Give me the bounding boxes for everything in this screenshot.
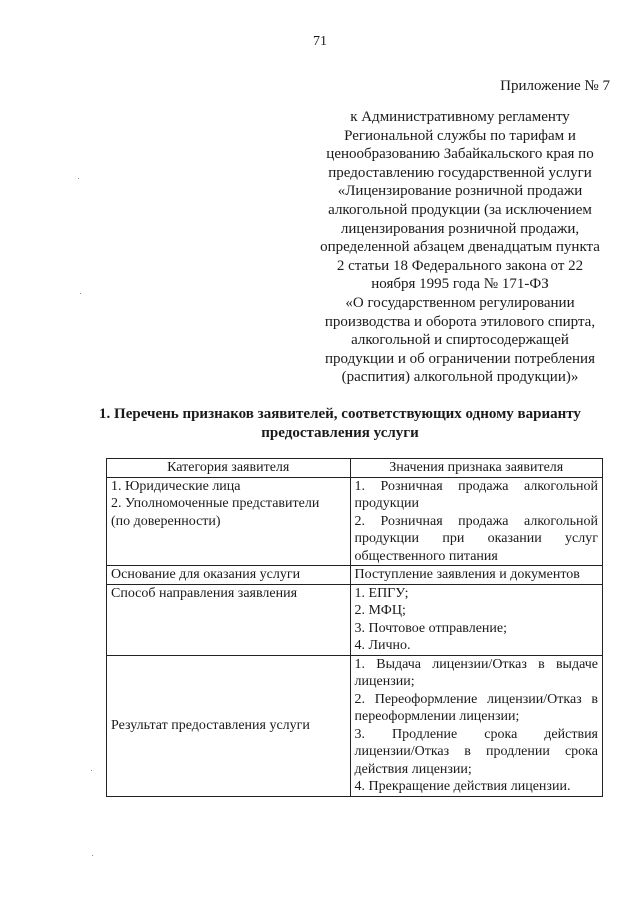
cell-line: 1. Юридические лица	[111, 478, 241, 494]
scan-speck	[92, 855, 93, 856]
appendix-line: к Административному регламенту	[350, 109, 570, 125]
submission-method-values-cell	[350, 584, 602, 655]
cell-line: 2. Переоформление лицензии/Отказ в	[354, 691, 598, 707]
appendix-reference	[300, 108, 620, 387]
appendix-line: алкогольной и спиртосодержащей	[351, 332, 569, 349]
section-heading-line: предоставления услуги	[261, 425, 419, 441]
cell-line: 2. МФЦ;	[354, 603, 406, 618]
scan-speck	[91, 770, 92, 771]
applicant-values-cell	[350, 477, 602, 566]
table-row	[107, 477, 603, 566]
cell-line: 2. Розничная продажа алкогольной	[354, 513, 598, 529]
basis-label-cell: Основание для оказания услуги	[107, 566, 351, 585]
appendix-line: 2 статьи 18 Федерального закона от 22	[336, 257, 584, 274]
cell-line: 1. Выдача лицензии/Отказ в выдаче	[354, 656, 598, 672]
appendix-line: Региональной службы по тарифам и	[344, 127, 576, 144]
appendix-line: алкогольной продукции (за исключением	[328, 201, 592, 218]
section-heading-line: 1. Перечень признаков заявителей, соответствующих одному варианту	[99, 406, 581, 422]
appendix-number: Приложение № 7	[500, 78, 610, 94]
appendix-line: ноября 1995 года № 171-ФЗ	[371, 276, 549, 293]
cell-line: 1. Розничная продажа алкогольной	[354, 478, 598, 494]
cell-line: продукции при оказании услуг	[354, 531, 598, 546]
header-category: Категория заявителя	[107, 459, 351, 478]
table-row	[107, 584, 603, 655]
cell-line: 3. Продление срока действия	[354, 726, 598, 742]
appendix-line: производства и оборота этилового спирта,	[324, 313, 596, 330]
cell-line: 3. Почтовое отправление;	[354, 620, 507, 636]
table-row	[107, 566, 603, 585]
cell-line: лицензии;	[354, 674, 415, 689]
appendix-line: (распития) алкогольной продукции)»	[341, 369, 579, 386]
cell-line: 2. Уполномоченные представители	[111, 496, 320, 511]
appendix-line: ценообразованию Забайкальского края по	[326, 146, 594, 163]
cell-line: 4. Лично.	[354, 638, 411, 653]
scan-speck	[80, 293, 81, 294]
result-label-cell: Результат предоставления услуги	[107, 655, 351, 796]
cell-line: (по доверенности)	[111, 513, 221, 529]
appendix-line: лицензирования розничной продажи,	[340, 220, 580, 237]
result-values-cell	[350, 655, 602, 796]
cell-line: действия лицензии;	[354, 761, 472, 777]
table-header-row	[107, 459, 603, 478]
applicant-category-cell	[107, 477, 351, 566]
applicant-criteria-table	[106, 458, 603, 797]
table-row	[107, 655, 603, 796]
scan-speck	[78, 178, 79, 179]
basis-value-cell: Поступление заявления и документов	[350, 566, 602, 585]
appendix-line: продукции и об ограничении потребления	[325, 350, 595, 367]
cell-line: 4. Прекращение действия лицензии.	[354, 779, 571, 794]
appendix-line: предоставлению государственной услуги	[328, 164, 592, 181]
section-heading	[60, 405, 620, 443]
page-number: 71	[313, 34, 327, 49]
cell-line: лицензии/Отказ в продлении срока	[354, 744, 598, 759]
appendix-line: определенной абзацем двенадцатым пункта	[320, 239, 600, 256]
cell-line: продукции	[354, 496, 420, 511]
cell-line: переоформлении лицензии;	[354, 709, 520, 724]
header-values: Значения признака заявителя	[350, 459, 602, 478]
appendix-line: «О государственном регулировании	[345, 294, 575, 311]
appendix-line: «Лицензирование розничной продажи	[337, 183, 583, 200]
cell-line: общественного питания	[354, 548, 498, 564]
cell-line: 1. ЕПГУ;	[354, 585, 409, 601]
submission-method-label-cell: Способ направления заявления	[107, 584, 351, 655]
